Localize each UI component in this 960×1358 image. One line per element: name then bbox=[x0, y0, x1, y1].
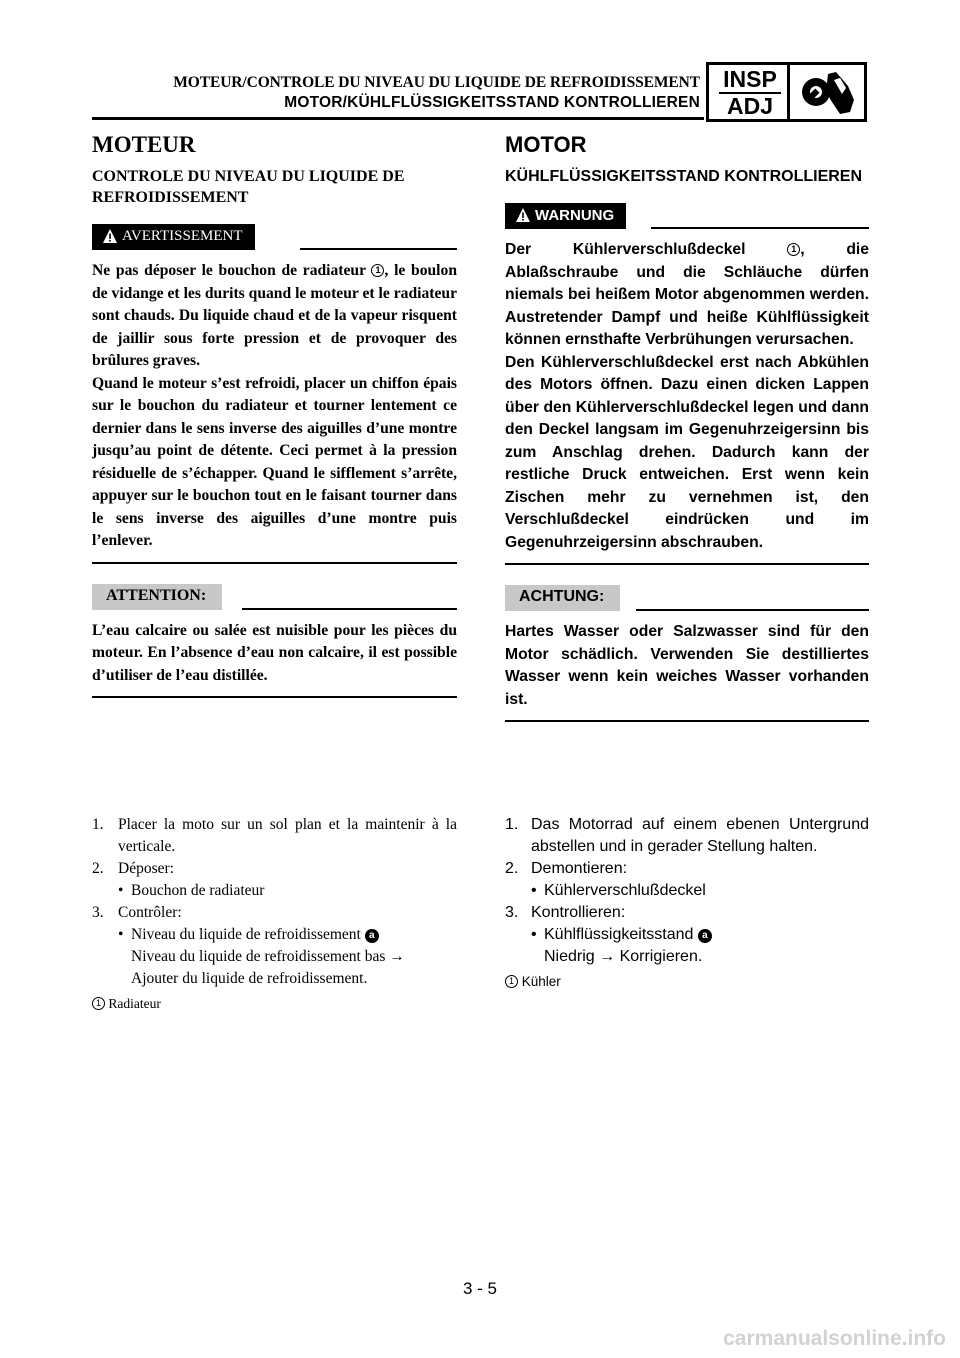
wrench-tool-icon bbox=[793, 67, 863, 117]
warning-paragraph-1-de: Der Kühlerverschlußdeckel 1 , die Ablaßschraube und die Schläuche dürfen niemals bei heißem Motor abgenommen werden. Austretender Dampf und heiße Kühlflüssigkeit können ernsthafte Verbrühungen verursachen. bbox=[505, 241, 869, 348]
warning-label-fr: AVERTISSEMENT bbox=[122, 228, 243, 244]
procedure-fr bbox=[92, 814, 457, 1015]
warning-tag-fr bbox=[92, 224, 255, 250]
attention-tag-fr: ATTENTION: bbox=[92, 584, 222, 610]
attention-text-de: Hartes Wasser oder Salzwasser sind für den Motor schädlich. Verwenden Sie destilliertes Wasser wenn kein weiches Wasser vorhanden ist. bbox=[505, 623, 869, 708]
attention-header-de bbox=[505, 585, 869, 611]
badge-adj: ADJ bbox=[726, 93, 773, 119]
page-number: 3 - 5 bbox=[462, 1279, 498, 1298]
header-title-de: MOTOR/KÜHLFLÜSSIGKEITSSTAND KONTROLLIEREN bbox=[284, 94, 700, 111]
attention-close-rule-de bbox=[505, 720, 869, 722]
warning-paragraph-2-fr: Quand le moteur s’est refroidi, placer un chiffon épais sur le bouchon du radiateur et tourner lentement ce dernier dans le sens inverse des aiguilles d’une montre jusqu’au point de détente. Ceci permet à la pression résiduelle de s’échapper. Quand le sifflement s’arrête, appuyer sur le bouchon tout en le faisant tourner dans le sens inverse des aiguilles d’une montre puis l’enlever. bbox=[92, 374, 457, 549]
warning-text-fr bbox=[92, 260, 457, 562]
warning-close-rule-fr bbox=[92, 562, 457, 564]
warning-header-de bbox=[505, 203, 869, 229]
warning-tag-de bbox=[505, 203, 626, 229]
list-item: 2. Déposer: bbox=[92, 860, 174, 877]
attention-head-line-fr bbox=[242, 608, 457, 610]
ref-a-icon: a bbox=[365, 929, 379, 943]
legend-de: 1 Kühler bbox=[505, 971, 869, 993]
legend-fr: 1 Radiateur bbox=[92, 993, 457, 1015]
subtitle-fr: CONTROLE DU NIVEAU DU LIQUIDE DE REFROIDISSEMENT bbox=[92, 168, 405, 206]
watermark: carmanualsonline.info bbox=[723, 1327, 946, 1350]
subtitle-de: KÜHLFLÜSSIGKEITSSTAND KONTROLLIEREN bbox=[505, 168, 863, 185]
warning-header-fr bbox=[92, 224, 457, 250]
list-continuation: Niveau du liquide de refroidissement bas → bbox=[131, 948, 405, 965]
warning-close-rule-de bbox=[505, 563, 869, 565]
attention-head-line-de bbox=[636, 609, 869, 611]
list-bullet: • Niveau du liquide de refroidissement a bbox=[92, 924, 457, 946]
attention-header-fr bbox=[92, 584, 457, 610]
warning-paragraph-1-fr: Ne pas déposer le bouchon de radiateur 1 , le boulon de vidange et les durits quand le moteur et le radiateur sont chauds. Du liquide chaud et de la vapeur risquent de jaillir sous forte pression et de provoquer des brûlures graves. bbox=[92, 262, 457, 369]
warning-head-line-de bbox=[651, 227, 869, 229]
column-de bbox=[505, 128, 869, 722]
attention-text-fr: L’eau calcaire ou salée est nuisible pour les pièces du moteur. En l’absence d’eau non calcaire, il est possible d’utiliser de l’eau distillée. bbox=[92, 621, 457, 684]
section-title-de: MOTOR bbox=[505, 132, 587, 157]
attention-close-rule-fr bbox=[92, 696, 457, 698]
list-bullet: • Kühlflüssigkeitsstand a bbox=[505, 924, 869, 946]
list-continuation: Niedrig → Korrigieren. bbox=[544, 948, 703, 965]
header-rule bbox=[92, 117, 704, 120]
warning-paragraph-2-de: Den Kühlerverschlußdeckel erst nach Abkühlen des Motors öffnen. Dazu einen dicken Lappen über den Kühlerverschlußdeckel legen und dann den Deckel langsam im Gegenuhrzeigersinn bis zum Anschlag drehen. Dadurch kann der restliche Druck entweichen. Erst wenn kein Zischen mehr zu vernehmen ist, den Verschlußdeckel eindrücken und im Gegenuhrzeigersinn abschrauben. bbox=[505, 353, 869, 551]
list-item: 2. Demontieren: bbox=[505, 860, 628, 877]
warning-label-de: WARNUNG bbox=[535, 207, 615, 224]
list-continuation: Ajouter du liquide de refroidissement. bbox=[131, 970, 368, 987]
warning-triangle-icon bbox=[515, 207, 531, 223]
warning-text-de bbox=[505, 239, 869, 563]
badge-insp: INSP bbox=[723, 66, 777, 92]
header-title-fr: MOTEUR/CONTROLE DU NIVEAU DU LIQUIDE DE REFROIDISSEMENT bbox=[173, 74, 700, 91]
list-bullet: • Bouchon de radiateur bbox=[118, 882, 265, 899]
column-fr bbox=[92, 128, 457, 698]
section-title-fr: MOTEUR bbox=[92, 132, 196, 157]
section-badge bbox=[706, 62, 867, 122]
warning-head-line-fr bbox=[300, 248, 457, 250]
badge-divider bbox=[787, 65, 790, 119]
warning-triangle-icon bbox=[102, 228, 118, 244]
list-item: 3. Contrôler: bbox=[92, 904, 182, 921]
procedure-de bbox=[505, 814, 869, 993]
attention-tag-de: ACHTUNG: bbox=[505, 585, 620, 611]
list-item: 1. Das Motorrad auf einem ebenen Untergrund abstellen und in gerader Stellung halten. bbox=[505, 816, 869, 855]
list-item: 1. Placer la moto sur un sol plan et la maintenir à la verticale. bbox=[92, 816, 457, 855]
ref-1-icon: 1 bbox=[371, 264, 384, 277]
ref-1-icon: 1 bbox=[92, 997, 105, 1010]
list-item: 3. Kontrollieren: bbox=[505, 904, 626, 921]
ref-1-icon: 1 bbox=[787, 243, 800, 256]
ref-1-icon: 1 bbox=[505, 975, 518, 988]
ref-a-icon: a bbox=[698, 929, 712, 943]
list-bullet: • Kühlerverschlußdeckel bbox=[531, 882, 706, 899]
